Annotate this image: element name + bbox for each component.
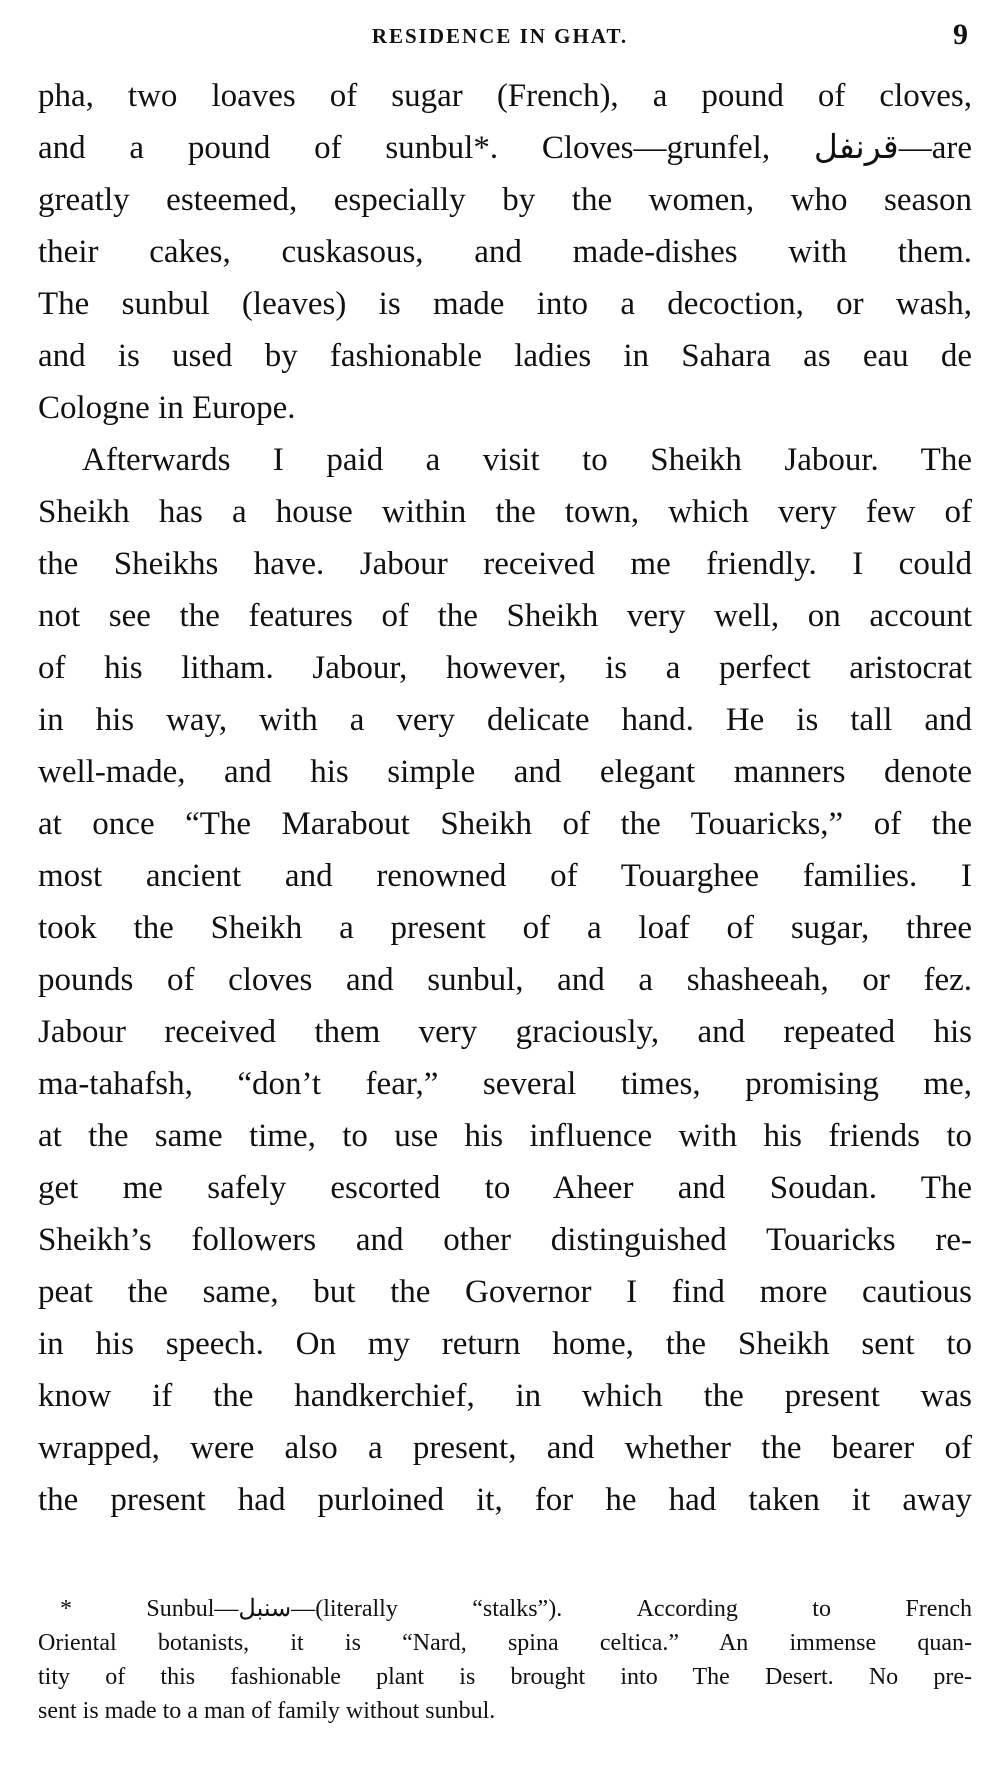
footnote-line: * Sunbul—سنبل—(literally “stalks”). According to French bbox=[60, 1596, 973, 1622]
body-line: greatly esteemed, especially by the women, who season bbox=[38, 182, 972, 218]
page-number: 9 bbox=[953, 18, 968, 51]
body-line: Cologne in Europe. bbox=[38, 390, 296, 426]
body-line: Sheikh has a house within the town, which very few of bbox=[38, 494, 972, 530]
body-line: Sheikh’s followers and other distinguished Touaricks re- bbox=[38, 1222, 972, 1258]
body-line: the present had purloined it, for he had taken it away bbox=[38, 1482, 972, 1518]
body-line: in his way, with a very delicate hand. He is tall and bbox=[38, 702, 972, 738]
footnote-line: Oriental botanists, it is “Nard, spina celtica.” An immense quan- bbox=[38, 1630, 972, 1656]
body-line: the Sheikhs have. Jabour received me friendly. I could bbox=[38, 546, 972, 582]
body-line: and a pound of sunbul*. Cloves—grunfel, قرنفل—are bbox=[38, 130, 972, 166]
body-line: know if the handkerchief, in which the present was bbox=[38, 1378, 972, 1414]
body-line: get me safely escorted to Aheer and Soudan. The bbox=[38, 1170, 972, 1206]
body-line: at the same time, to use his influence with his friends to bbox=[38, 1118, 972, 1154]
body-line: pha, two loaves of sugar (French), a pound of cloves, bbox=[38, 78, 972, 114]
body-line: The sunbul (leaves) is made into a decoction, or wash, bbox=[38, 286, 972, 322]
body-line: their cakes, cuskasous, and made-dishes with them. bbox=[38, 234, 972, 270]
footnote-line: tity of this fashionable plant is brought into The Desert. No pre- bbox=[38, 1664, 972, 1690]
body-line: peat the same, but the Governor I find more cautious bbox=[38, 1274, 972, 1310]
running-title: RESIDENCE IN GHAT. bbox=[371, 24, 629, 48]
footnote bbox=[38, 1592, 972, 1728]
paragraph-start-line: Afterwards I paid a visit to Sheikh Jabour. The bbox=[82, 442, 972, 478]
body-line: at once “The Marabout Sheikh of the Touaricks,” of the bbox=[38, 806, 972, 842]
body-line: pounds of cloves and sunbul, and a shasheeah, or fez. bbox=[38, 962, 972, 998]
body-line: in his speech. On my return home, the Sheikh sent to bbox=[38, 1326, 972, 1362]
body-line: took the Sheikh a present of a loaf of sugar, three bbox=[38, 910, 972, 946]
running-head bbox=[32, 18, 968, 58]
body-line: ma-tahafsh, “don’t fear,” several times, promising me, bbox=[38, 1066, 972, 1102]
body-line: and is used by fashionable ladies in Sahara as eau de bbox=[38, 338, 972, 374]
body-line: of his litham. Jabour, however, is a perfect aristocrat bbox=[38, 650, 972, 686]
footnote-line: sent is made to a man of family without sunbul. bbox=[38, 1698, 496, 1724]
body-line: wrapped, were also a present, and whether the bearer of bbox=[38, 1430, 972, 1466]
body-line: Jabour received them very graciously, and repeated his bbox=[38, 1014, 972, 1050]
body-text bbox=[38, 70, 972, 1526]
body-line: well-made, and his simple and elegant manners denote bbox=[38, 754, 972, 790]
body-line: most ancient and renowned of Touarghee families. I bbox=[38, 858, 972, 894]
body-line: not see the features of the Sheikh very well, on account bbox=[38, 598, 972, 634]
